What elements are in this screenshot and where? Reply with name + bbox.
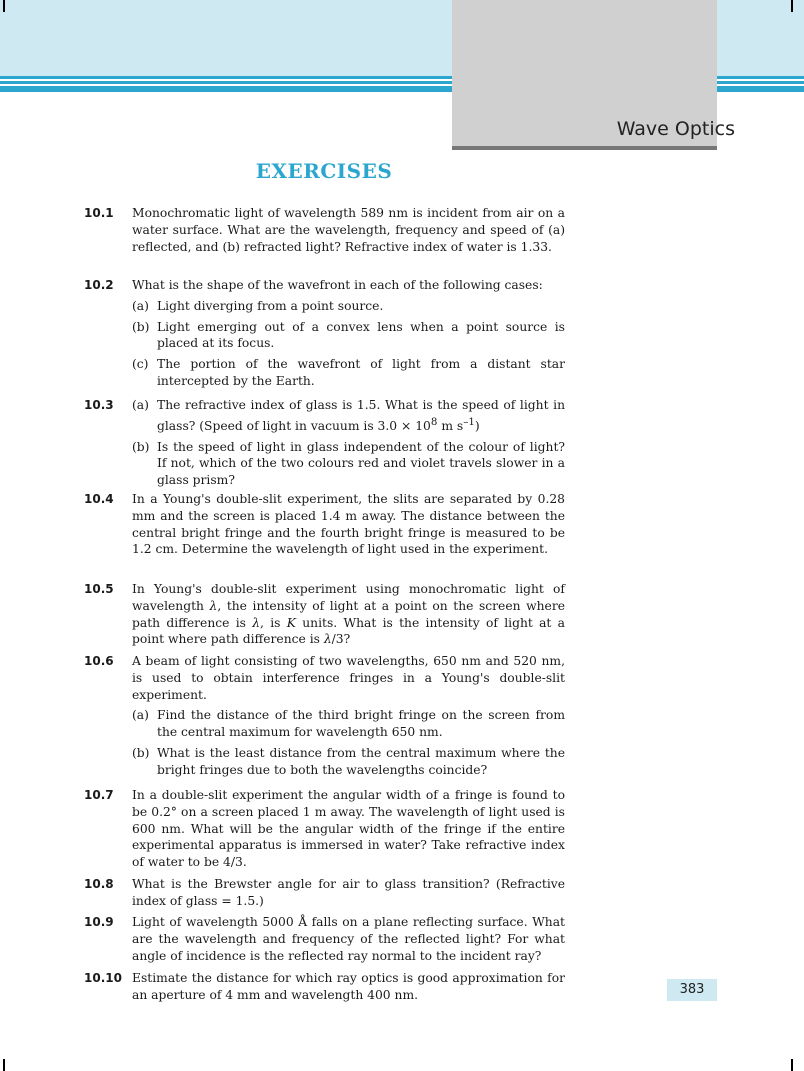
part-text: The refractive index of glass is 1.5. What is the speed of light in glass? (Speed of light in vacuum is 3.0 × 10 <box>157 398 565 433</box>
exercise-text: What is the Brewster angle for air to glass transition? (Refractive index of glass = 1.5.) <box>132 877 565 908</box>
exercise-text: Estimate the distance for which ray optics is good approximation for an aperture of 4 mm and wavelength 400 nm. <box>132 971 565 1002</box>
exercise <box>84 277 565 390</box>
part-text: m s <box>437 418 464 433</box>
exercise-part <box>132 397 565 435</box>
exercise-number: 10.10 <box>84 971 122 985</box>
exercise-text: In a Young's double-slit experiment, the slits are separated by 0.28 mm and the screen is placed 1.4 m away. The distance between the central bright fringe and the fourth bright fringe is measured to be 1.2 cm. Determine the wavelength of light used in the experiment. <box>132 492 565 557</box>
part-label: (a) <box>132 298 149 313</box>
part-label: (a) <box>132 398 149 412</box>
exercise <box>84 397 565 489</box>
exercise-number: 10.5 <box>84 582 114 596</box>
lambda-symbol: λ <box>209 598 218 613</box>
exercise-text <box>132 581 565 648</box>
crop-mark <box>791 1059 793 1071</box>
exercise-part <box>132 298 565 315</box>
exercise-text: Monochromatic light of wavelength 589 nm is incident from air on a water surface. What are the wavelength, frequency and speed of (a) reflected, and (b) refracted light? Refractive index of water is 1.33. <box>132 206 565 254</box>
exercise-number: 10.3 <box>84 398 114 412</box>
exercise-text: Light of wavelength 5000 Å falls on a plane reflecting surface. What are the wavelength and frequency of the reflected light? For what angle of incidence is the reflected ray normal to the incident ray? <box>132 915 565 963</box>
part-text: Light diverging from a point source. <box>157 298 384 313</box>
exercise-number: 10.9 <box>84 915 114 929</box>
exercise-part <box>132 439 565 489</box>
exercise <box>84 205 565 255</box>
part-text: What is the least distance from the central maximum where the bright fringes due to both the wavelengths coincide? <box>157 745 565 777</box>
chapter-title: Wave Optics <box>616 118 735 140</box>
text-fragment: units. What is the intensity of light at a point where path difference is <box>132 615 565 647</box>
part-text: Light emerging out of a convex lens when a point source is placed at its focus. <box>157 319 565 351</box>
exercise-number: 10.8 <box>84 877 114 891</box>
exercise-number: 10.2 <box>84 278 114 292</box>
crop-mark <box>791 0 793 12</box>
exercise <box>84 653 565 779</box>
exercise-part <box>132 707 565 741</box>
exercise-text: In a double-slit experiment the angular width of a fringe is found to be 0.2° on a screen placed 1 m away. The wavelength of light used is 600 nm. What will be the angular width of the fringe if the entire experimental apparatus is immersed in water? Take refractive index of water to be 4/3. <box>132 788 565 870</box>
part-label: (b) <box>132 439 150 454</box>
exercise <box>84 914 565 964</box>
exercise <box>84 787 565 871</box>
exercise-number: 10.6 <box>84 654 114 668</box>
exercise-part <box>132 356 565 390</box>
part-text: ) <box>474 418 480 433</box>
exercise <box>84 876 565 910</box>
exercise-number: 10.4 <box>84 492 114 506</box>
lambda-symbol: λ <box>252 615 261 630</box>
text-fragment: , the intensity of light at a point on the screen where path difference is <box>132 598 565 630</box>
page-number: 383 <box>667 979 717 1001</box>
exponent: 8 <box>430 415 438 428</box>
text-fragment: /3? <box>331 632 351 647</box>
exponent: –1 <box>463 415 475 428</box>
exercise-number: 10.1 <box>84 206 114 220</box>
lambda-symbol: λ <box>323 632 332 647</box>
part-label: (a) <box>132 708 149 723</box>
part-label: (c) <box>132 357 149 372</box>
exercise <box>84 581 565 648</box>
exercise <box>84 491 565 558</box>
exercise-text: What is the shape of the wavefront in each of the following cases: <box>132 278 543 292</box>
k-symbol: K <box>286 615 296 630</box>
exercises-heading: EXERCISES <box>255 159 393 183</box>
exercise-part <box>132 745 565 779</box>
crop-mark <box>3 1059 5 1071</box>
part-text: Find the distance of the third bright fringe on the screen from the central maximum for wavelength 650 nm. <box>157 708 565 740</box>
part-label: (b) <box>132 319 150 334</box>
exercise-part <box>132 319 565 353</box>
part-label: (b) <box>132 745 150 760</box>
crop-mark <box>3 0 5 12</box>
exercise <box>84 970 565 1004</box>
text-fragment: In Young's double-slit experiment using monochromatic light of wavelength <box>132 582 565 613</box>
text-fragment: , is <box>260 615 287 630</box>
exercise-text: A beam of light consisting of two wavelengths, 650 nm and 520 nm, is used to obtain interference fringes in a Young's double-slit experiment. <box>132 654 565 702</box>
exercise-number: 10.7 <box>84 788 114 802</box>
part-text: The portion of the wavefront of light from a distant star intercepted by the Earth. <box>157 357 565 388</box>
part-text: Is the speed of light in glass independent of the colour of light? If not, which of the two colours red and violet travels slower in a glass prism? <box>157 439 565 488</box>
